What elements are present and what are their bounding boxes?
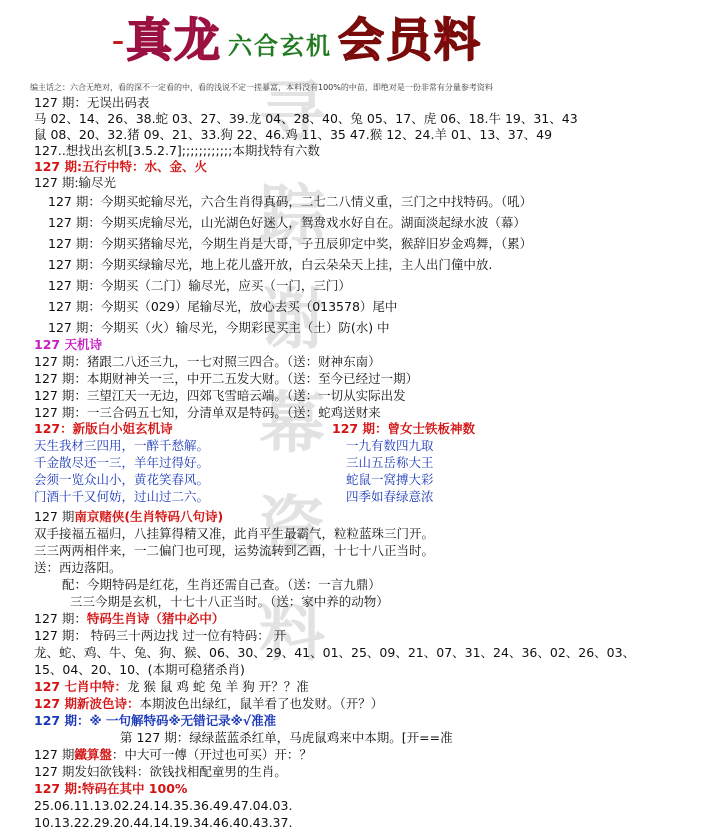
line-text: 127 期:五行中特：水、金、火	[34, 159, 207, 174]
line-text: 127 期：今期买（火）输尽光，今期彩民买主（土）防(水) 中	[48, 320, 390, 335]
line-text: 龙、蛇、鸡、牛、兔、狗、猴、06、30、29、41、01、25、09、21、07、31、24、36、02、26、03、	[34, 645, 636, 660]
line-text: 配：今期特码是红花，生肖还需自己查。（送：一言九鼎）	[62, 577, 381, 592]
text-line-l20	[332, 421, 475, 437]
text-line-l3	[34, 127, 552, 143]
text-line-l12	[48, 299, 397, 315]
line-text-part: 龙 猴 鼠 鸡 蛇 兔 羊 狗 开？？准	[126, 679, 309, 694]
line-text: 127 七肖中特：	[34, 679, 127, 694]
text-line-l36	[34, 628, 286, 644]
text-line-l32	[34, 560, 122, 576]
watermark-char: 谢	[259, 281, 325, 358]
logo-title-right: 会员料	[338, 13, 482, 67]
line-text-part: 本期波色出绿红，鼠羊看了也发财。（开？）	[139, 696, 384, 711]
line-text: 127 期：今期买（029）尾输尽光，放心去买（013578）尾中	[48, 299, 398, 314]
line-text: 127 期：	[34, 611, 87, 626]
line-text-part: 鐵算盤	[74, 747, 112, 762]
line-text: 蛇鼠一窝搏大彩	[346, 472, 434, 487]
text-line-l30	[34, 526, 434, 542]
line-text: 127 期：※ 一句解特码※无错记录※√准准	[34, 713, 277, 728]
text-line-l14	[34, 337, 102, 353]
line-text: 天生我材三四用，一醉千愁解。	[34, 438, 210, 453]
text-line-l45	[34, 781, 187, 797]
text-line-l23	[34, 472, 209, 488]
line-text: 127 期:输尽光	[34, 175, 117, 190]
line-text: 127 期	[34, 509, 75, 524]
line-text-part: 特码生肖诗（猪中必中）	[86, 611, 225, 626]
watermark-char: 料	[259, 593, 325, 670]
line-text: 三三今期是玄机，十七十八正当时。（送：家中养的动物）	[70, 594, 389, 609]
line-text: 127 期：本期财神关一三，中开二五发大财。（送：至今已经过一期）	[34, 371, 419, 386]
text-line-l16	[34, 371, 418, 387]
text-line-l27	[346, 472, 434, 488]
text-line-l29	[34, 509, 223, 525]
line-text: 127 期：今期买（二门）输尽光，应买（一门，三门）	[48, 278, 351, 293]
watermark-char: 幕	[259, 385, 325, 462]
text-line-l4	[34, 143, 320, 159]
line-text: 127 期：猪跟二八还三九，一七对照三四合。（送：财神东南）	[34, 354, 381, 369]
line-text-part: 南京赌侠(生肖特码八句诗)	[74, 509, 224, 524]
text-line-l28	[346, 489, 434, 505]
text-line-l46	[34, 798, 292, 814]
line-text: 127 期：三望江天一无边，四郊飞雪暗云端。（送：一切从实际出发	[34, 388, 406, 403]
text-line-l7	[48, 194, 532, 210]
text-line-l17	[34, 388, 406, 404]
text-line-l25	[346, 438, 434, 454]
line-text: 127 期	[34, 747, 75, 762]
line-text: 127 期新波色诗：	[34, 696, 140, 711]
line-text: 127 期：今期买猪输尽光，今期生肖是大哥，子丑辰卯定中奖，猴辞旧岁金鸡舞，（累）	[48, 236, 533, 251]
text-line-l2	[34, 111, 578, 127]
watermark-char: 资	[259, 489, 325, 566]
line-text: 三山五岳称大王	[346, 455, 434, 470]
line-text: 鼠 08、20、32.猪 09、21、33.狗 22、46.鸡 11、35 47.猴 12、24.羊 01、13、37、49	[34, 127, 553, 142]
line-text: 127 期： 特码三十两边找 过一位有特码： 开	[34, 628, 287, 643]
text-line-l18	[34, 405, 381, 421]
text-line-l6	[34, 175, 116, 191]
line-text: 一九有数四九取	[346, 438, 434, 453]
line-text: 马 02、14、26、38.蛇 03、27、39.龙 04、28、40、兔 05、17、虎 06、18.牛 19、31、43	[34, 111, 578, 126]
line-text: 127 期:特码在其中 100%	[34, 781, 188, 796]
line-text: 15、04、20、10、(本期可稳猪杀肖)	[34, 662, 245, 677]
text-line-l44	[34, 764, 287, 780]
text-line-l40	[34, 696, 383, 712]
text-line-l21	[34, 438, 209, 454]
header-banner	[0, 0, 720, 78]
line-text: 会须一览众山小，黄花笑春风。	[34, 472, 210, 487]
line-text: 双手接福五福归，八挂算得精又准，此肖平生最霸气，粒粒蓝珠三门开。	[34, 526, 435, 541]
text-line-l13	[48, 320, 390, 336]
line-text: 127 期：曾女士铁板神数	[332, 421, 475, 436]
text-line-l26	[346, 455, 434, 471]
logo-title-big: 真龙	[126, 13, 222, 67]
text-line-l11	[48, 278, 351, 294]
text-line-l43	[34, 747, 312, 763]
line-text: 127 期：今期买绿输尽光，地上花儿盛开放，白云朵朵天上挂，主人出门僮中放.	[48, 257, 493, 272]
text-line-l19	[34, 421, 173, 437]
text-line-l33	[62, 577, 381, 593]
text-line-l34	[70, 594, 389, 610]
text-line-l38	[34, 662, 245, 678]
line-text-part: ：中大可一傅（开过也可买）开：？	[111, 747, 312, 762]
logo-title-small: 六合玄机	[228, 32, 332, 60]
text-line-l41	[34, 713, 276, 729]
line-text: 门酒十千又何妨，过山过二六。	[34, 489, 210, 504]
disclaimer: 编主话之：六合无绝对，看的深不一定看的中，看的浅说不定一搓暴富，本料没有100%的中苗，即绝对是一份非常有分量参考资料	[30, 83, 493, 92]
line-text: 三三两两相伴来，一二偏门也可现，运势流转到乙酉，十七十八正当时。	[34, 543, 435, 558]
text-line-l31	[34, 543, 434, 559]
line-text: 127..想找出玄机[3.5.2.7];;;;;;;;;;;;本期找特有六数	[34, 143, 320, 158]
text-line-l15	[34, 354, 381, 370]
line-text: 送：西边落阳。	[34, 560, 122, 575]
text-line-l35	[34, 611, 224, 627]
line-text: 四季如春绿意浓	[346, 489, 434, 504]
text-line-l39	[34, 679, 309, 695]
text-line-l10	[48, 257, 492, 273]
line-text: 127 期：今期买虎输尽光，山光湖色好迷人，鸳鸯戏水好自在。湖面淡起绿水波（幕）	[48, 215, 526, 230]
watermark-char: 寻	[259, 73, 325, 150]
logo-dash: –	[112, 27, 124, 55]
line-text: 127 期：一三合码五七知，分清单双是特码。（送：蛇鸡送财来	[34, 405, 381, 420]
text-line-l42	[120, 730, 453, 746]
line-text: 第 127 期：绿绿蓝蓝杀红单，马虎鼠鸡来中本期。[开==准	[120, 730, 453, 745]
line-text: 127 期发妇欲钱料：欲钱找相配童男的生肖。	[34, 764, 287, 779]
text-line-l37	[34, 645, 635, 661]
line-text: 127：新版白小姐玄机诗	[34, 421, 173, 436]
text-line-l1	[34, 95, 149, 111]
line-text: 10.13.22.29.20.44.14.19.34.46.40.43.37.	[34, 815, 293, 830]
line-text: 127 天机诗	[34, 337, 102, 352]
text-line-l9	[48, 236, 532, 252]
watermark-char: 踪	[259, 177, 325, 254]
line-text: 25.06.11.13.02.24.14.35.36.49.47.04.03.	[34, 798, 293, 813]
text-line-l8	[48, 215, 526, 231]
logo	[112, 6, 482, 66]
text-line-l5	[34, 159, 207, 175]
text-line-l24	[34, 489, 209, 505]
text-line-l47	[34, 815, 292, 831]
line-text: 127 期：无误出码表	[34, 95, 150, 110]
line-text: 127 期：今期买蛇输尽光，六合生肖得真码，二七二八情义重，三门之中找特码。（吼）	[48, 194, 533, 209]
line-text: 千金散尽还一三，羊年过得好。	[34, 455, 210, 470]
text-line-l22	[34, 455, 209, 471]
